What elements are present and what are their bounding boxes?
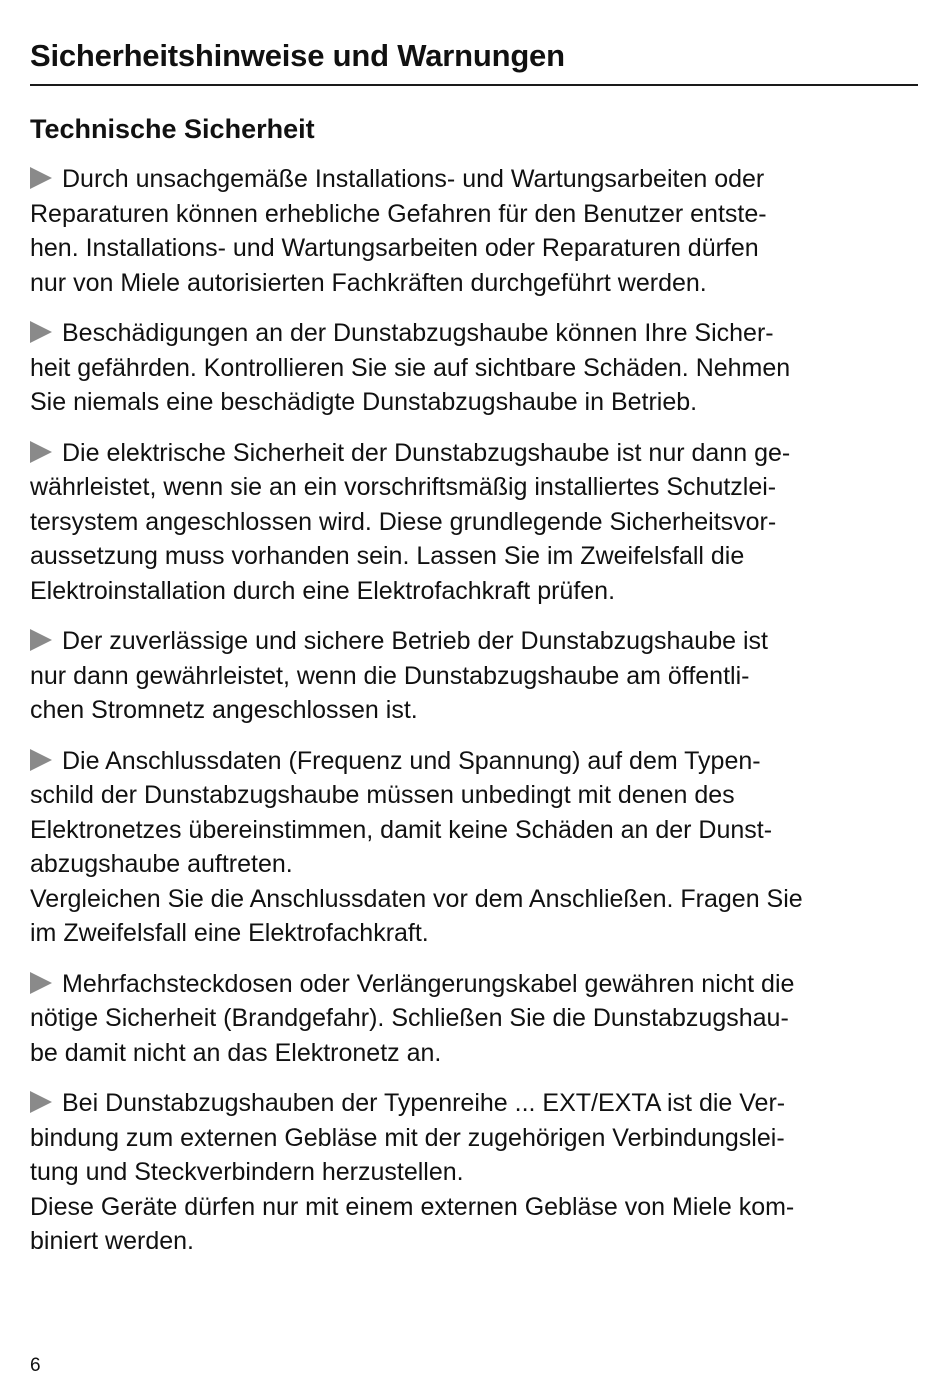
- paragraph-line: tersystem angeschlossen wird. Diese grundlegende Sicherheitsvor-: [30, 507, 777, 536]
- triangle-right-icon: [30, 972, 52, 994]
- triangle-right-icon: [30, 629, 52, 651]
- paragraph-line: Durch unsachgemäße Installations- und Wartungsarbeiten oder: [30, 162, 918, 197]
- page-number: 6: [30, 1355, 41, 1376]
- paragraph-line: nur dann gewährleistet, wenn die Dunstabzugshaube am öffentli-: [30, 661, 750, 690]
- safety-paragraph: [30, 316, 918, 420]
- paragraph-line: Mehrfachsteckdosen oder Verlängerungskabel gewähren nicht die: [30, 967, 918, 1002]
- safety-paragraph: [30, 436, 918, 609]
- paragraph-line: heit gefährden. Kontrollieren Sie sie auf sichtbare Schäden. Nehmen: [30, 353, 791, 382]
- paragraph-line: Elektronetzes übereinstimmen, damit keine Schäden an der Dunst-: [30, 815, 773, 844]
- safety-paragraph: [30, 744, 918, 951]
- page-header: [30, 36, 918, 86]
- safety-paragraph: [30, 624, 918, 728]
- triangle-right-icon: [30, 1091, 52, 1113]
- triangle-right-icon: [30, 441, 52, 463]
- safety-paragraph: [30, 1086, 918, 1259]
- paragraph-line: Die elektrische Sicherheit der Dunstabzugshaube ist nur dann ge-: [30, 436, 918, 471]
- paragraph-line: abzugshaube auftreten.: [30, 850, 293, 878]
- paragraph-line: Vergleichen Sie die Anschlussdaten vor dem Anschließen. Fragen Sie: [30, 884, 803, 913]
- paragraph-line: schild der Dunstabzugshaube müssen unbedingt mit denen des: [30, 781, 735, 809]
- triangle-right-icon: [30, 167, 52, 189]
- safety-paragraph: [30, 967, 918, 1071]
- paragraph-line: Der zuverlässige und sichere Betrieb der Dunstabzugshaube ist: [30, 624, 918, 659]
- paragraph-line: Diese Geräte dürfen nur mit einem externen Gebläse von Miele kom-: [30, 1192, 795, 1221]
- paragraph-line: chen Stromnetz angeschlossen ist.: [30, 696, 418, 724]
- paragraph-line: nur von Miele autorisierten Fachkräften durchgeführt werden.: [30, 268, 707, 297]
- paragraph-line: biniert werden.: [30, 1227, 194, 1255]
- paragraph-line: währleistet, wenn sie an ein vorschriftsmäßig installiertes Schutzlei-: [30, 473, 777, 501]
- paragraph-line: Bei Dunstabzugshauben der Typenreihe ... EXT/EXTA ist die Ver-: [30, 1086, 918, 1121]
- paragraph-line: bindung zum externen Gebläse mit der zugehörigen Verbindungslei-: [30, 1123, 785, 1152]
- paragraph-line: Elektroinstallation durch eine Elektrofachkraft prüfen.: [30, 576, 616, 605]
- triangle-right-icon: [30, 749, 52, 771]
- paragraph-line: Reparaturen können erhebliche Gefahren für den Benutzer entste-: [30, 199, 767, 228]
- paragraph-line: nötige Sicherheit (Brandgefahr). Schließen Sie die Dunstabzugshau-: [30, 1004, 789, 1032]
- paragraph-line: tung und Steckverbindern herzustellen.: [30, 1158, 464, 1186]
- paragraph-line: Beschädigungen an der Dunstabzugshaube können Ihre Sicher-: [30, 316, 918, 351]
- safety-content: [30, 162, 918, 1275]
- paragraph-line: Sie niemals eine beschädigte Dunstabzugshaube in Betrieb.: [30, 388, 698, 416]
- section-title: Technische Sicherheit: [30, 114, 315, 144]
- paragraph-line: im Zweifelsfall eine Elektrofachkraft.: [30, 919, 429, 947]
- paragraph-line: hen. Installations- und Wartungsarbeiten oder Reparaturen dürfen: [30, 234, 759, 262]
- triangle-right-icon: [30, 321, 52, 343]
- paragraph-line: Die Anschlussdaten (Frequenz und Spannung) auf dem Typen-: [30, 744, 918, 779]
- page-title: Sicherheitshinweise und Warnungen: [30, 38, 565, 73]
- paragraph-line: aussetzung muss vorhanden sein. Lassen Sie im Zweifelsfall die: [30, 542, 745, 570]
- paragraph-line: be damit nicht an das Elektronetz an.: [30, 1038, 442, 1067]
- safety-paragraph: [30, 162, 918, 300]
